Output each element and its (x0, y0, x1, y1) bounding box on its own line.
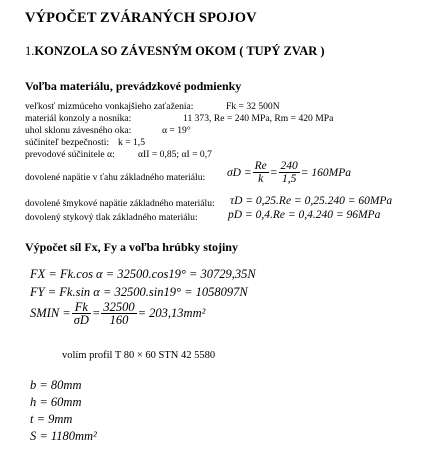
section-number: 1. (25, 44, 35, 58)
tension-label: dovolené napätie v ťahu základného materiálu: (25, 172, 206, 183)
bearing-label: dovolený stykový tlak základného materiálu: (25, 212, 198, 223)
profile-choice: volím profil T 80 × 60 STN 42 5580 (62, 350, 216, 361)
material-value: 11 373, Re = 240 MPa, Rm = 420 MPa (183, 113, 334, 124)
conversion-value: αII = 0,85; αI = 0,7 (138, 149, 212, 160)
smin-result: = 203,13mm² (137, 306, 206, 320)
safety-label: súčiniteľ bezpečnosti: (25, 137, 110, 148)
dim-t: t = 9mm (30, 412, 73, 426)
smin-formula: SMIN = $\frac{Fk}{\sigma D}$ = $\frac{32500}{160}$ = 203,13mm² (30, 300, 206, 327)
smin-lhs: SMIN = (30, 306, 71, 320)
tension-fraction-symbolic: $\frac{Re}{k}$ (254, 160, 267, 185)
dim-b: b = 80mm (30, 378, 82, 392)
shear-formula: τD = 0,25.Re = 0,25.240 = 60MPa (230, 195, 393, 207)
tension-lhs: σD = (227, 166, 252, 179)
bearing-formula: pD = 0,4.Re = 0,4.240 = 96MPa (228, 209, 381, 221)
material-label: materiál konzoly a nosníka: (25, 113, 132, 124)
angle-value: α = 19° (162, 125, 191, 136)
fx-formula: FX = Fk.cos α = 32500.cos19° = 30729,35N (30, 267, 256, 281)
safety-value: k = 1,5 (118, 137, 145, 148)
section-heading (25, 44, 325, 59)
tension-result: = 160MPa (300, 166, 352, 179)
load-label: veľkosť mizmúceho vonkajšieho zaťaženia: (25, 101, 194, 112)
forces-heading: Výpočet síl Fx, Fy a voľba hrúbky stojiny (25, 240, 238, 254)
section-title: KONZOLA SO ZÁVESNÝM OKOM ( TUPÝ ZVAR ) (34, 44, 325, 58)
page-title: VÝPOČET ZVÁRANÝCH SPOJOV (25, 10, 257, 26)
smin-fraction-numeric: $\frac{32500}{160}$ (103, 300, 135, 327)
shear-label: dovolené šmykové napätie základného materiálu: (25, 198, 215, 209)
smin-fraction-symbolic: $\frac{Fk}{\sigma D}$ (73, 300, 89, 327)
fy-formula: FY = Fk.sin α = 32500.sin19° = 1058097N (30, 285, 248, 299)
tension-fraction-numeric: $\frac{240}{1,5}$ (280, 160, 298, 185)
conversion-label: prevodové súčinitele α: (25, 149, 115, 160)
load-value: Fk = 32 500N (226, 101, 280, 112)
materials-heading: Voľba materiálu, prevádzkové podmienky (25, 79, 242, 93)
dim-s: S = 1180mm² (30, 429, 97, 443)
tension-formula: σD = $\frac{Re}{k}$ = $\frac{240}{1,5}$ = 160MPa (227, 160, 352, 185)
dim-h: h = 60mm (30, 395, 82, 409)
angle-label: uhol sklonu závesného oka: (25, 125, 132, 136)
